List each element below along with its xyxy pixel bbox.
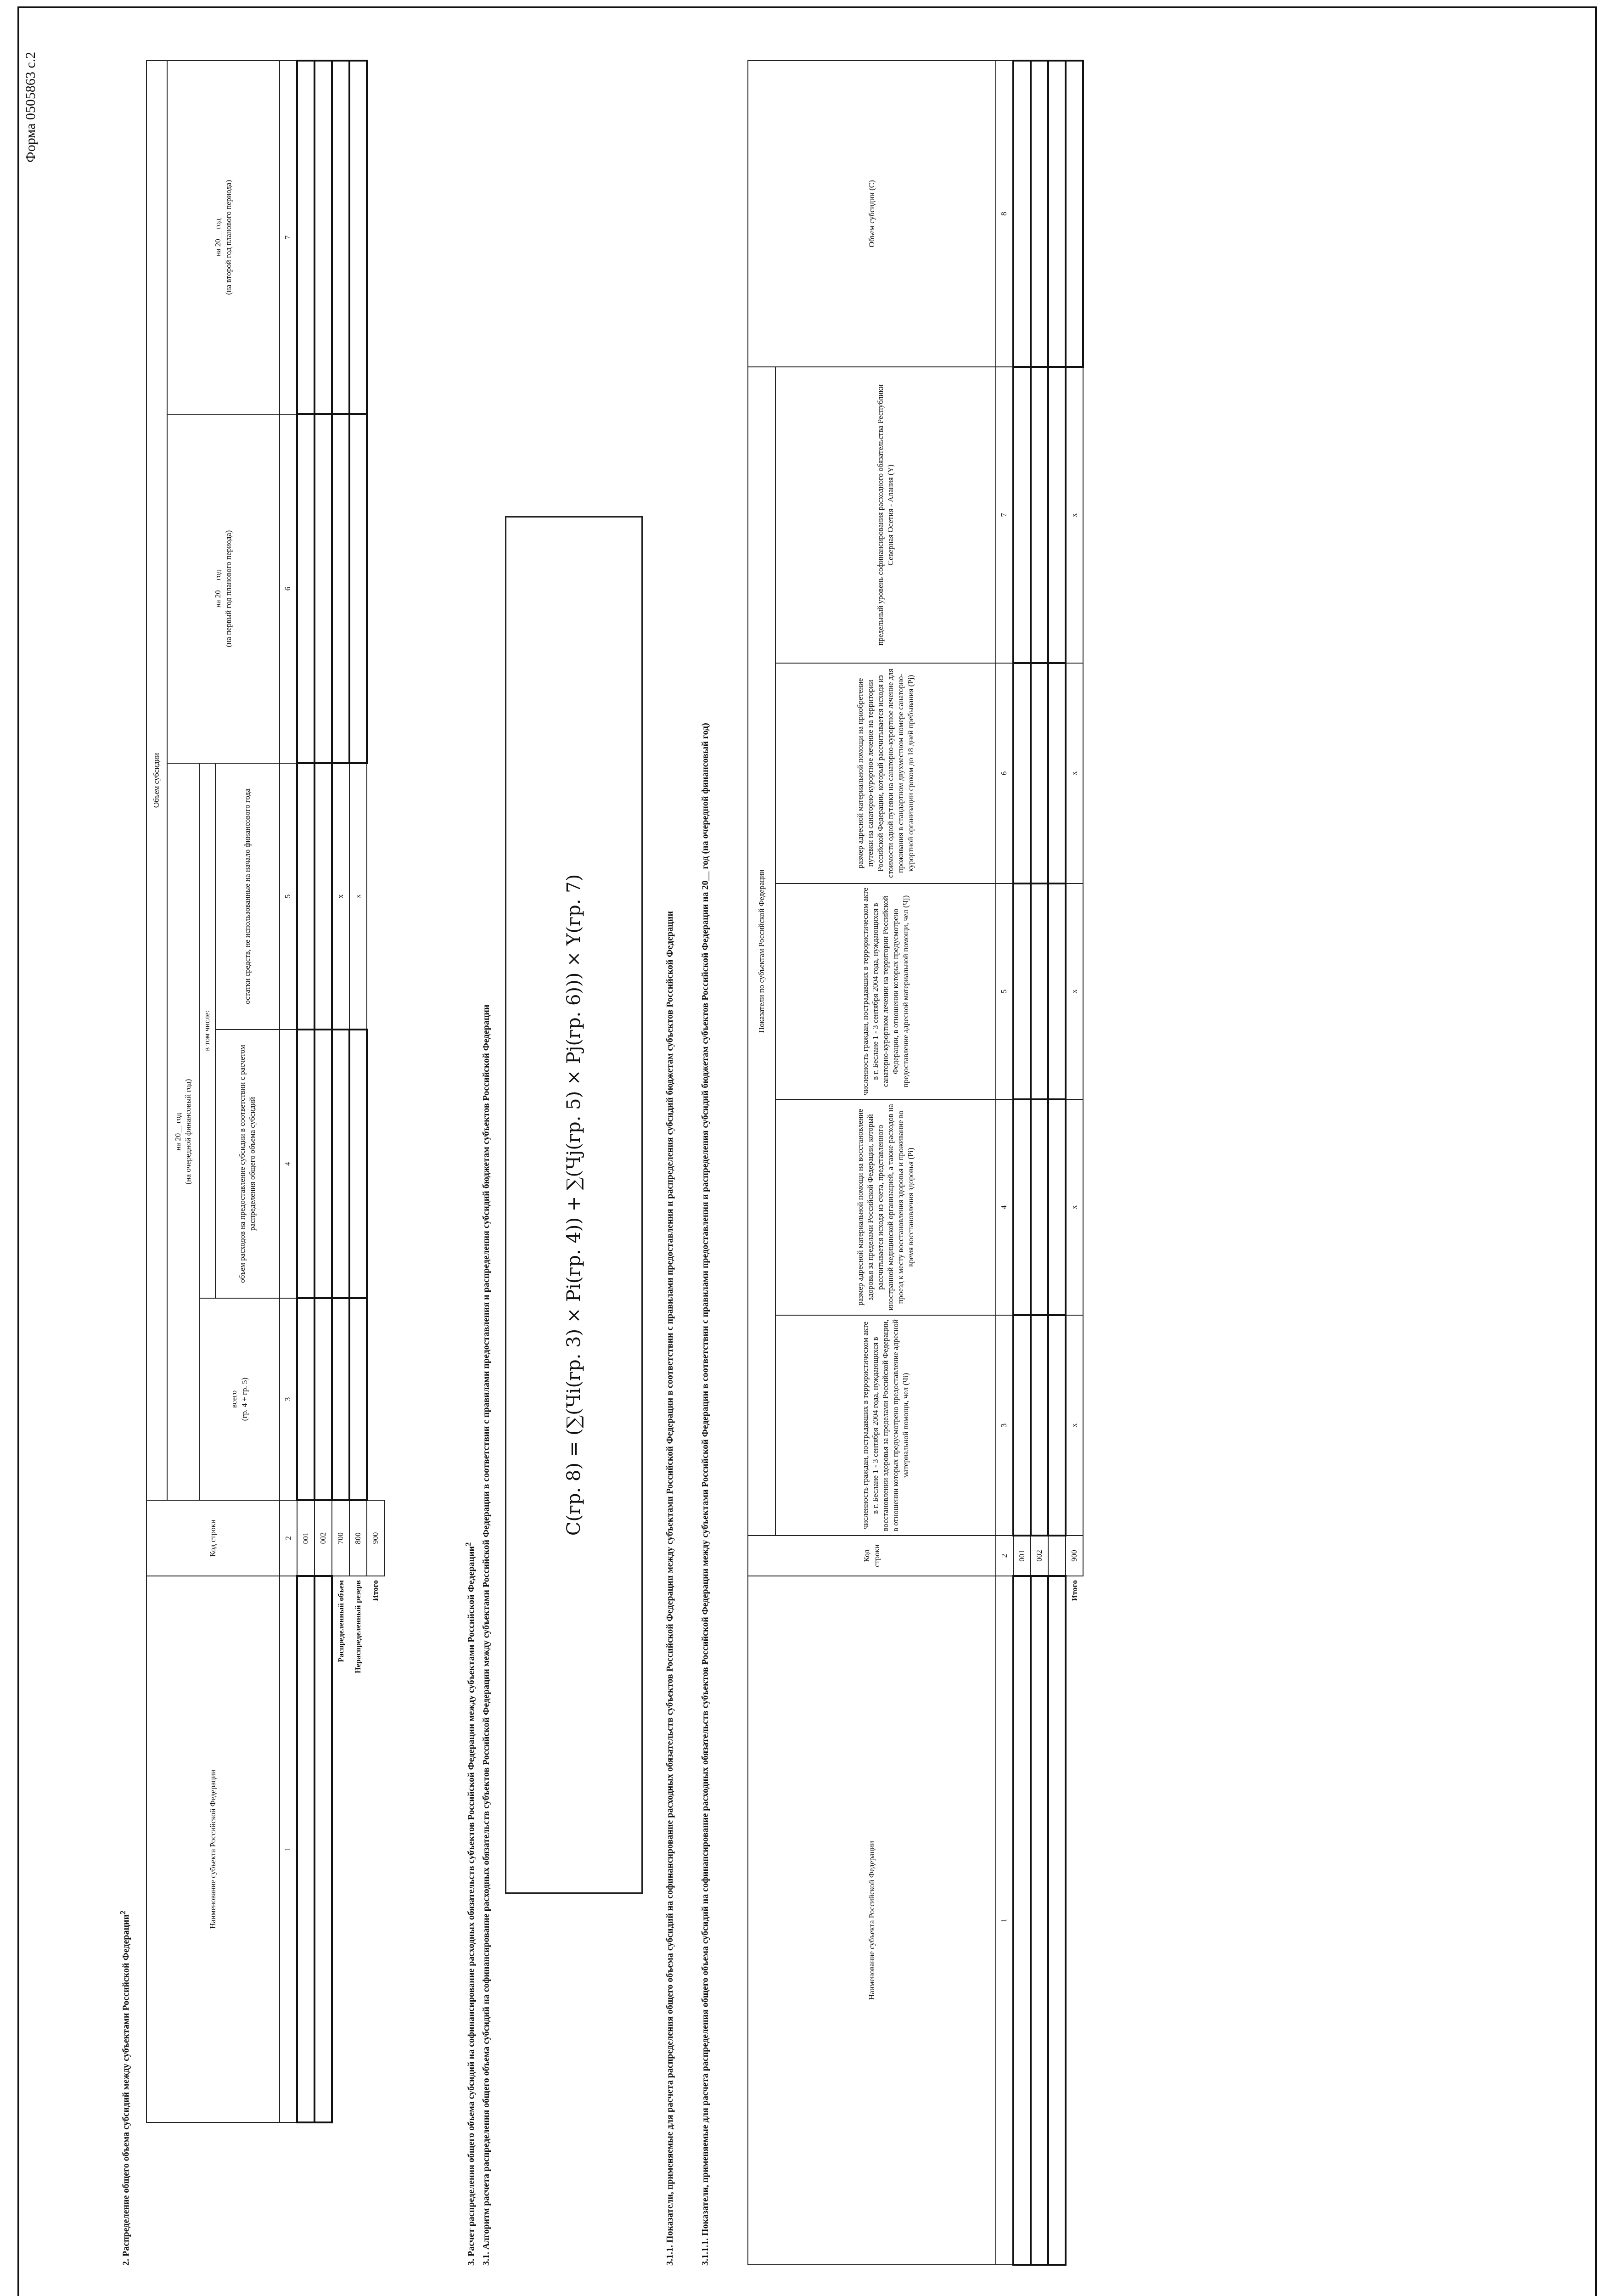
s3-num-7: 7 (996, 367, 1013, 663)
s3-num-2: 2 (996, 1536, 1013, 1576)
s2-sum700-g3[interactable] (332, 1298, 349, 1500)
s3-row2-code: 002 (1031, 1536, 1048, 1576)
s2-col-year1-sub: (на очередной финансовый год) (184, 1079, 192, 1185)
s3-col-indicators: Показатели по субъектам Российской Федерации (748, 367, 775, 1536)
s3-row1-g4[interactable] (1013, 1099, 1031, 1315)
s2-col-name: Наименование субъекта Российской Федерации (146, 1576, 280, 2122)
s2-num-1: 1 (280, 1576, 297, 2122)
s2-row1-g3[interactable] (297, 1298, 314, 1500)
s3-col-g7: предельный уровень софинансирования расходного обязательства Республики Северная Осетия - Алания (Y) (775, 367, 996, 663)
summary-row (332, 61, 349, 2122)
s3-num-4: 4 (996, 1099, 1013, 1315)
s3-col-g6: размер адресной материальной помощи на приобретение путевки на санаторно-курортное лечение на территории Российской Федерации, который рассчитывается исходя из стоимости одной путевки на санаторно-курортное лечение для проживания в стандартном двухместном номере санаторно-курортной организации сроком до 18 дней пребывания (Pj) (775, 663, 996, 884)
s2-row2-g5[interactable] (314, 763, 332, 1030)
s2-col-incl: в том числе: (199, 763, 215, 1298)
s3-row1-g7[interactable] (1013, 367, 1031, 663)
s2-col-year3 (167, 61, 280, 414)
s2-summary-label-800: Нераспределенный резерв (353, 1580, 362, 1673)
section311-table (747, 60, 1084, 2266)
section2-table (146, 60, 385, 2123)
s3-num-1: 1 (996, 1576, 1013, 2265)
s2-col-year2-sub: (на первый год планового периода) (224, 530, 233, 647)
s2-row1-name[interactable] (297, 1576, 314, 2122)
s3-total-g6: x (1066, 663, 1083, 884)
s3-row1-g5[interactable] (1013, 884, 1031, 1099)
s2-sum900-g6 (367, 414, 384, 763)
s2-row2-g3[interactable] (314, 1298, 332, 1500)
s2-row2-g4[interactable] (314, 1030, 332, 1298)
s3-row3-g4[interactable] (1048, 1099, 1066, 1315)
s2-row2-name[interactable] (314, 1576, 332, 2122)
total-row (1066, 61, 1083, 2265)
s3-row1-g6[interactable] (1013, 663, 1031, 884)
section311-heading: 3.1.1. Показатели, применяемые для расчета распределения общего объема субсидий на софинансирование расходных обязательств субъектов Российской Федерации между субъектами Российской Федерации в соответствии с правилами предоставления и распределения субсидий бюджетам субъектов Российской Федерации (665, 911, 675, 2266)
s2-summary-label-700: Распределенный объем (336, 1580, 345, 1662)
summary-row (349, 61, 367, 2122)
section3-subheading: 3.1. Алгоритм расчета распределения общего объема субсидий на софинансирование расходных обязательств субъектов Российской Федерации между субъектами Российской Федерации в соответствии с правилами предоставления и распределения субсидий бюджетам субъектов Российской Федерации (481, 1004, 491, 2266)
s2-row1-g6[interactable] (297, 414, 314, 763)
s3-row2-name[interactable] (1031, 1576, 1048, 2265)
s3-total-g7: x (1066, 367, 1083, 663)
s3-col-g4: размер адресной материальной помощи на восстановление здоровья за пределами Российской Федерации, который рассчитывается исходя из счета, представленного иностранной медицинской организацией, а также расходов на проезд к месту восстановления здоровья и проживание во время восстановления здоровья (Pi) (775, 1099, 996, 1315)
s3-total-label: Итого (1070, 1580, 1079, 1601)
s2-row1-g4[interactable] (297, 1030, 314, 1298)
s2-col-code: Код строки (146, 1500, 280, 1576)
s3-row3-g6[interactable] (1048, 663, 1066, 884)
s2-col-total-sub: (гр. 4 + гр. 5) (240, 1377, 249, 1421)
s2-col-volume: Объем субсидии (146, 61, 167, 1500)
section3-heading-text: 3. Расчет распределения общего объема субсидий на софинансирование расходных обязательств субъектов Российской Федерации между субъектами Российской Федерации (466, 1546, 477, 2266)
s2-sum900-g3 (367, 1298, 384, 1500)
s2-row1-code: 001 (297, 1500, 314, 1576)
s2-col-total-label: всего (230, 1390, 239, 1408)
s2-col-year1-label: на 20__ год (173, 1113, 182, 1151)
formula-box (505, 516, 643, 1894)
s2-sum800-g5: x (349, 763, 367, 1030)
s2-num-7: 7 (280, 61, 297, 414)
s2-sum700-g4[interactable] (332, 1030, 349, 1298)
section3-heading (464, 1542, 477, 2266)
summary-row (367, 61, 384, 2122)
s2-col-year1 (167, 763, 199, 1500)
s2-col-g4: объем расходов на предоставление субсидии в соответствии с расчетом распределения общего объема субсидий (215, 1030, 280, 1298)
s2-summary-code-900: 900 (367, 1500, 384, 1576)
s2-row1-g5[interactable] (297, 763, 314, 1030)
section2-heading (118, 1911, 132, 2266)
s2-num-6: 6 (280, 414, 297, 763)
s3-row3-g7[interactable] (1048, 367, 1066, 663)
s3-row2-g5[interactable] (1031, 884, 1048, 1099)
s3-col-name: Наименование субъекта Российской Федерации (748, 1576, 996, 2265)
s3-num-3: 3 (996, 1315, 1013, 1536)
table-row (1031, 61, 1048, 2265)
s2-row2-g6[interactable] (314, 414, 332, 763)
s2-sum800-g4[interactable] (349, 1030, 367, 1298)
section3111-heading: 3.1.1.1. Показатели, применяемые для расчета распределения общего объема субсидий на софинансирование расходных обязательств субъектов Российской Федерации между субъектами Российской Федерации в соответствии с правилами предоставления и распределения субсидий бюджетам субъектов Российской Федерации на 20__ год (на очередной финансовый год) (700, 723, 710, 2266)
section3-heading-sup: 2 (464, 1542, 472, 1546)
s2-num-4: 4 (280, 1030, 297, 1298)
s3-col-g5: численность граждан, пострадавших в террористическом акте в г. Беслане 1 - 3 сентября 2004 года, нуждающихся в санаторно-курортном лечении на территории Российской Федерации, в отношении которых предусмотрено предоставление адресной материальной помощи, чел (Чj) (775, 884, 996, 1099)
s2-summary-label-900: Итого (371, 1580, 380, 1601)
s3-row2-g3[interactable] (1031, 1315, 1048, 1536)
table-row (314, 61, 332, 2122)
s3-total-g4: x (1066, 1099, 1083, 1315)
s2-sum700-g6[interactable] (332, 414, 349, 763)
s3-num-5: 5 (996, 884, 1013, 1099)
s2-summary-code-700: 700 (332, 1500, 349, 1576)
s2-sum700-g5: x (332, 763, 349, 1030)
s2-num-5: 5 (280, 763, 297, 1030)
s2-sum700-g7[interactable] (332, 61, 349, 414)
s2-sum900-g7 (367, 61, 384, 414)
s3-num-8: 8 (996, 61, 1013, 367)
s3-col-g8: Объем субсидии (C) (748, 61, 996, 367)
s3-total-g8[interactable] (1066, 61, 1083, 367)
s2-sum900-g5 (367, 763, 384, 1030)
s2-col-year3-sub: (на второй год планового периода) (224, 180, 233, 295)
s3-row2-g4[interactable] (1031, 1099, 1048, 1315)
table-row (297, 61, 314, 2122)
table-row (1048, 61, 1066, 2265)
s2-col-total (199, 1298, 280, 1500)
s2-num-2: 2 (280, 1500, 297, 1576)
s3-row2-g7[interactable] (1031, 367, 1048, 663)
s3-row3-g3[interactable] (1048, 1315, 1066, 1536)
s3-row3-name[interactable] (1048, 1576, 1066, 2265)
s3-total-code: 900 (1066, 1536, 1083, 1576)
s3-row1-code: 001 (1013, 1536, 1031, 1576)
s3-row1-g8[interactable] (1013, 61, 1031, 367)
s3-row2-g6[interactable] (1031, 663, 1048, 884)
s2-sum900-g4 (367, 1030, 384, 1298)
s2-num-3: 3 (280, 1298, 297, 1500)
table-row (1013, 61, 1031, 2265)
s3-col-code: Код строки (748, 1536, 996, 1576)
s3-col-g3: численность граждан, пострадавших в террористическом акте в г. Беслане 1 - 3 сентября 2004 года, нуждающихся в восстановлении здоровья за пределами Российской Федерации, в отношении которых предусмотрено предоставление адресной материальной помощи, чел (Чi) (775, 1315, 996, 1536)
s3-row2-g8[interactable] (1031, 61, 1048, 367)
s3-row3-g5[interactable] (1048, 884, 1066, 1099)
s2-summary-code-800: 800 (349, 1500, 367, 1576)
s2-sum800-g7[interactable] (349, 61, 367, 414)
s2-col-year2 (167, 414, 280, 763)
s2-col-year2-label: на 20__ год (213, 569, 223, 608)
s2-row2-code: 002 (314, 1500, 332, 1576)
s3-total-g3: x (1066, 1315, 1083, 1536)
formula: C(гр. 8) = (∑(Чi(гр. 3) × Pi(гр. 4)) + ∑(Чj(гр. 5) × Pj(гр. 6))) × Y(гр. 7) (563, 874, 584, 1536)
s3-row1-g3[interactable] (1013, 1315, 1031, 1536)
s2-sum800-g6[interactable] (349, 414, 367, 763)
s3-row3-code (1048, 1536, 1066, 1576)
s2-col-g5: остатки средств, не использованные на начало финансового года (215, 763, 280, 1030)
section2-heading-sup: 2 (118, 1910, 127, 1914)
s3-total-g5: x (1066, 884, 1083, 1099)
section2-heading-text: 2. Распределение общего объема субсидий между субъектами Российской Федерации (121, 1914, 131, 2266)
s2-col-year3-label: на 20__ год (213, 218, 223, 257)
s2-row2-g7[interactable] (314, 61, 332, 414)
form-code: Форма 0505863 с.2 (23, 51, 38, 163)
s3-row1-name[interactable] (1013, 1576, 1031, 2265)
s2-sum800-g3[interactable] (349, 1298, 367, 1500)
s2-row1-g7[interactable] (297, 61, 314, 414)
s3-num-6: 6 (996, 663, 1013, 884)
s3-row3-g8[interactable] (1048, 61, 1066, 367)
